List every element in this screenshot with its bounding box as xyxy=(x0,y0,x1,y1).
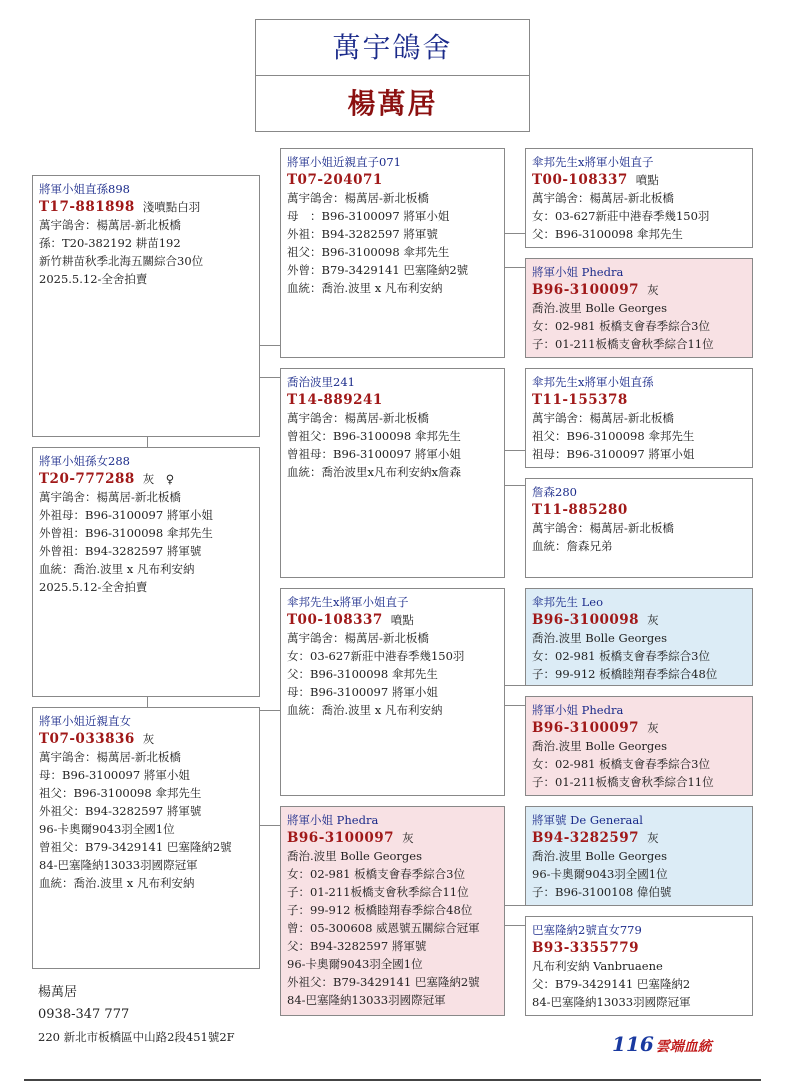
ring-row xyxy=(39,470,253,488)
ring-row xyxy=(287,171,498,189)
footer-phone: 0938-347 777 xyxy=(38,1007,130,1022)
pigeon-info-line: 血統：喬治.波里 x 凡布利安納 xyxy=(287,703,443,717)
connector-line xyxy=(505,905,525,906)
pigeon-info-line: 萬宇鴿舍：楊萬居-新北板橋 xyxy=(532,191,674,205)
ring-number: B96-3100097 xyxy=(287,830,395,846)
ring-row xyxy=(287,391,498,409)
ring-number: T07-033836 xyxy=(39,731,135,747)
pigeon-info-line: 96-卡奧爾9043羽全國1位 xyxy=(287,957,423,971)
ring-row xyxy=(532,281,746,299)
pigeon-info-line: 外曾：B79-3429141 巴塞隆納2號 xyxy=(287,263,469,277)
ring-number: T20-777288 xyxy=(39,471,135,487)
pigeon-title: 將軍號 De Generaal xyxy=(532,813,643,827)
pigeon-info-line: 女：02-981 板橋支會春季綜合3位 xyxy=(287,867,465,881)
ring-row xyxy=(39,198,253,216)
pigeon-color: 噴點 xyxy=(390,613,414,627)
pigeon-title: 將軍小姐近親直子071 xyxy=(287,155,401,169)
pigeon-info-line: 萬宇鴿舍：楊萬居-新北板橋 xyxy=(532,411,674,425)
pigeon-info-line: 父：B96-3100098 傘邦先生 xyxy=(287,667,438,681)
pigeon-info-line: 子：99-912 板橋睦翔春季綜合48位 xyxy=(287,903,473,917)
pigeon-info-line: 祖父：B96-3100098 傘邦先生 xyxy=(287,245,450,259)
connector-line xyxy=(505,925,525,926)
ring-number: T17-881898 xyxy=(39,199,135,215)
pigeon-info-line: 子：01-211板橋支會秋季綜合11位 xyxy=(532,775,714,789)
pigeon-info-line: 凡布利安納 Vanbruaene xyxy=(532,959,663,973)
pedigree-card-sire xyxy=(32,447,260,697)
ring-row xyxy=(39,730,253,748)
connector-line xyxy=(147,697,148,707)
pigeon-info-line: 女：03-627新莊中港春季幾150羽 xyxy=(287,649,465,663)
pedigree-card-dss xyxy=(525,588,753,686)
pigeon-info-line: 血統：喬治波里x凡布利安納x詹森 xyxy=(287,465,461,479)
pedigree-card-dds xyxy=(525,806,753,906)
pigeon-info-line: 萬宇鴿舍：楊萬居-新北板橋 xyxy=(287,631,429,645)
connector-line xyxy=(260,377,280,378)
pedigree-card-subject xyxy=(32,175,260,437)
pigeon-info-line: 血統：喬治.波里 x 凡布利安納 xyxy=(39,876,195,890)
ring-number: B96-3100097 xyxy=(532,720,640,736)
footer-name: 楊萬居 xyxy=(38,985,78,1000)
pigeon-color: 灰 xyxy=(647,831,659,845)
ring-row xyxy=(532,171,746,189)
pigeon-info-line: 血統：詹森兄弟 xyxy=(532,539,613,553)
connector-line xyxy=(505,450,525,451)
connector-line xyxy=(505,485,525,486)
pigeon-title: 將軍小姐直孫898 xyxy=(39,182,130,196)
footer-contact xyxy=(38,982,235,1048)
pigeon-info-line: 曾祖父：B96-3100098 傘邦先生 xyxy=(287,429,461,443)
brand-logo xyxy=(612,1032,712,1056)
pigeon-info-line: 祖父：B96-3100098 傘邦先生 xyxy=(39,786,202,800)
pigeon-info-line: 子：01-211板橋支會秋季綜合11位 xyxy=(532,337,714,351)
ring-row xyxy=(532,939,746,957)
pedigree-card-ssd xyxy=(525,258,753,358)
connector-line xyxy=(260,710,280,711)
pigeon-info-line: 外祖母：B96-3100097 將軍小姐 xyxy=(39,508,213,522)
pigeon-info-line: 萬宇鴿舍：楊萬居-新北板橋 xyxy=(287,191,429,205)
pigeon-color: 灰 ♀ xyxy=(142,472,175,486)
pigeon-title: 傘邦先生 Leo xyxy=(532,595,604,609)
ring-number: T14-889241 xyxy=(287,392,383,408)
pigeon-title: 喬治波里241 xyxy=(287,375,355,389)
pigeon-info-line: 喬治.波里 Bolle Georges xyxy=(532,631,667,645)
pigeon-info-line: 女：02-981 板橋支會春季綜合3位 xyxy=(532,649,710,663)
pigeon-info-line: 外祖父：B94-3282597 將軍號 xyxy=(39,804,202,818)
pigeon-title: 傘邦先生x將軍小姐直孫 xyxy=(532,375,654,389)
pigeon-info-line: 血統：喬治.波里 x 凡布利安納 xyxy=(287,281,443,295)
pigeon-info-line: 子：B96-3100108 偉伯號 xyxy=(532,885,672,899)
ring-number: T00-108337 xyxy=(287,612,383,628)
pigeon-info-line: 96-卡奧爾9043羽全國1位 xyxy=(39,822,175,836)
pigeon-color: 淺噴點白羽 xyxy=(142,200,201,214)
pigeon-info-line: 子：99-912 板橋睦翔春季綜合48位 xyxy=(532,667,718,681)
pigeon-title: 將軍小姐近親直女 xyxy=(39,714,131,728)
pedigree-card-dam xyxy=(32,707,260,969)
connector-line xyxy=(260,825,280,826)
pigeon-info-line: 喬治.波里 Bolle Georges xyxy=(532,739,667,753)
pigeon-info-line: 孫：T20-382192 耕苗192 xyxy=(39,236,181,250)
pigeon-info-line: 血統：喬治.波里 x 凡布利安納 xyxy=(39,562,195,576)
pigeon-title: 將軍小姐 Phedra xyxy=(287,813,379,827)
pigeon-info-line: 子：01-211板橋支會秋季綜合11位 xyxy=(287,885,469,899)
pigeon-info-line: 84-巴塞隆納13033羽國際冠軍 xyxy=(287,993,446,1007)
ring-row xyxy=(287,829,498,847)
pigeon-info-line: 喬治.波里 Bolle Georges xyxy=(532,301,667,315)
pigeon-info-line: 曾：05-300608 威恩號五關綜合冠軍 xyxy=(287,921,480,935)
pigeon-info-line: 新竹耕苗秋季北海五關綜合30位 xyxy=(39,254,204,268)
pedigree-card-ddd xyxy=(525,916,753,1016)
ring-row xyxy=(532,611,746,629)
brand-number: 116 xyxy=(612,1032,654,1056)
pigeon-info-line: 萬宇鴿舍：楊萬居-新北板橋 xyxy=(39,490,181,504)
ring-number: B94-3282597 xyxy=(532,830,640,846)
pedigree-card-sire-dam xyxy=(280,368,505,578)
pigeon-title: 將軍小姐 Phedra xyxy=(532,265,624,279)
owner-name: 楊萬居 xyxy=(347,87,438,120)
pigeon-info-line: 父：B96-3100098 傘邦先生 xyxy=(532,227,683,241)
connector-line xyxy=(505,685,525,686)
ring-row xyxy=(287,611,498,629)
pigeon-title: 傘邦先生x將軍小姐直子 xyxy=(532,155,654,169)
ring-number: T00-108337 xyxy=(532,172,628,188)
pedigree-card-sds xyxy=(525,368,753,468)
connector-line xyxy=(505,233,525,234)
footer-address: 220 新北市板橋區中山路2段451號2F xyxy=(38,1030,235,1044)
bottom-divider xyxy=(24,1079,761,1081)
connector-line xyxy=(505,267,525,268)
ring-number: T07-204071 xyxy=(287,172,383,188)
pigeon-info-line: 女：02-981 板橋支會春季綜合3位 xyxy=(532,319,710,333)
pigeon-info-line: 84-巴塞隆納13033羽國際冠軍 xyxy=(532,995,691,1009)
pigeon-color: 灰 xyxy=(647,283,659,297)
pigeon-info-line: 萬宇鴿舍：楊萬居-新北板橋 xyxy=(532,521,674,535)
pigeon-color: 灰 xyxy=(142,732,155,746)
pigeon-title: 將軍小姐孫女288 xyxy=(39,454,130,468)
connector-line xyxy=(147,437,148,447)
ring-number: B96-3100098 xyxy=(532,612,640,628)
pigeon-info-line: 外曾祖：B96-3100098 傘邦先生 xyxy=(39,526,213,540)
pigeon-info-line: 父：B94-3282597 將軍號 xyxy=(287,939,427,953)
pigeon-title: 將軍小姐 Phedra xyxy=(532,703,624,717)
pigeon-title: 巴塞隆納2號直女779 xyxy=(532,923,642,937)
pigeon-color: 灰 xyxy=(402,831,414,845)
ring-number: B96-3100097 xyxy=(532,282,640,298)
ring-row xyxy=(532,501,746,519)
header-box xyxy=(255,19,530,132)
ring-number: B93-3355779 xyxy=(532,940,640,956)
pedigree-card-sdd xyxy=(525,478,753,578)
ring-row xyxy=(532,829,746,847)
pigeon-title: 傘邦先生x將軍小姐直子 xyxy=(287,595,409,609)
pedigree-card-sss xyxy=(525,148,753,248)
pigeon-info-line: 萬宇鴿舍：楊萬居-新北板橋 xyxy=(287,411,429,425)
pigeon-info-line: 父：B79-3429141 巴塞隆納2 xyxy=(532,977,691,991)
pigeon-color: 灰 xyxy=(647,613,659,627)
pedigree-card-dsd xyxy=(525,696,753,796)
pigeon-color: 噴點 xyxy=(635,173,659,187)
pigeon-info-line: 母：B96-3100097 將軍小姐 xyxy=(39,768,190,782)
pigeon-info-line: 96-卡奧爾9043羽全國1位 xyxy=(532,867,668,881)
brand-text: 雲端血統 xyxy=(655,1039,712,1055)
pigeon-info-line: 萬宇鴿舍：楊萬居-新北板橋 xyxy=(39,750,181,764)
pigeon-info-line: 外祖父：B79-3429141 巴塞隆納2號 xyxy=(287,975,480,989)
pigeon-info-line: 曾祖父：B79-3429141 巴塞隆納2號 xyxy=(39,840,232,854)
loft-name: 萬宇鴿舍 xyxy=(256,20,529,76)
ring-number: T11-885280 xyxy=(532,502,628,518)
ring-row xyxy=(532,391,746,409)
pigeon-info-line: 喬治.波里 Bolle Georges xyxy=(287,849,422,863)
connector-line xyxy=(260,345,280,346)
pigeon-info-line: 母 ：B96-3100097 將軍小姐 xyxy=(287,209,450,223)
pigeon-info-line: 母：B96-3100097 將軍小姐 xyxy=(287,685,438,699)
pigeon-info-line: 女：02-981 板橋支會春季綜合3位 xyxy=(532,757,710,771)
pedigree-card-dam-sire xyxy=(280,588,505,796)
pedigree-card-sire-sire xyxy=(280,148,505,358)
pigeon-info-line: 外祖：B94-3282597 將軍號 xyxy=(287,227,438,241)
pigeon-info-line: 祖母：B96-3100097 將軍小姐 xyxy=(532,447,695,461)
connector-line xyxy=(505,705,525,706)
pigeon-info-line: 喬治.波里 Bolle Georges xyxy=(532,849,667,863)
pigeon-title: 詹森280 xyxy=(532,485,577,499)
pigeon-info-line: 2025.5.12-全舍拍賣 xyxy=(39,272,148,286)
pedigree-card-dam-dam xyxy=(280,806,505,1016)
pigeon-info-line: 萬宇鴿舍：楊萬居-新北板橋 xyxy=(39,218,181,232)
pigeon-info-line: 祖父：B96-3100098 傘邦先生 xyxy=(532,429,695,443)
pigeon-info-line: 女：03-627新莊中港春季幾150羽 xyxy=(532,209,710,223)
pigeon-info-line: 外曾祖：B94-3282597 將軍號 xyxy=(39,544,202,558)
ring-row xyxy=(532,719,746,737)
pigeon-info-line: 2025.5.12-全舍拍賣 xyxy=(39,580,148,594)
pigeon-info-line: 曾祖母：B96-3100097 將軍小姐 xyxy=(287,447,461,461)
pigeon-color: 灰 xyxy=(647,721,659,735)
pigeon-info-line: 84-巴塞隆納13033羽國際冠軍 xyxy=(39,858,198,872)
ring-number: T11-155378 xyxy=(532,392,628,408)
